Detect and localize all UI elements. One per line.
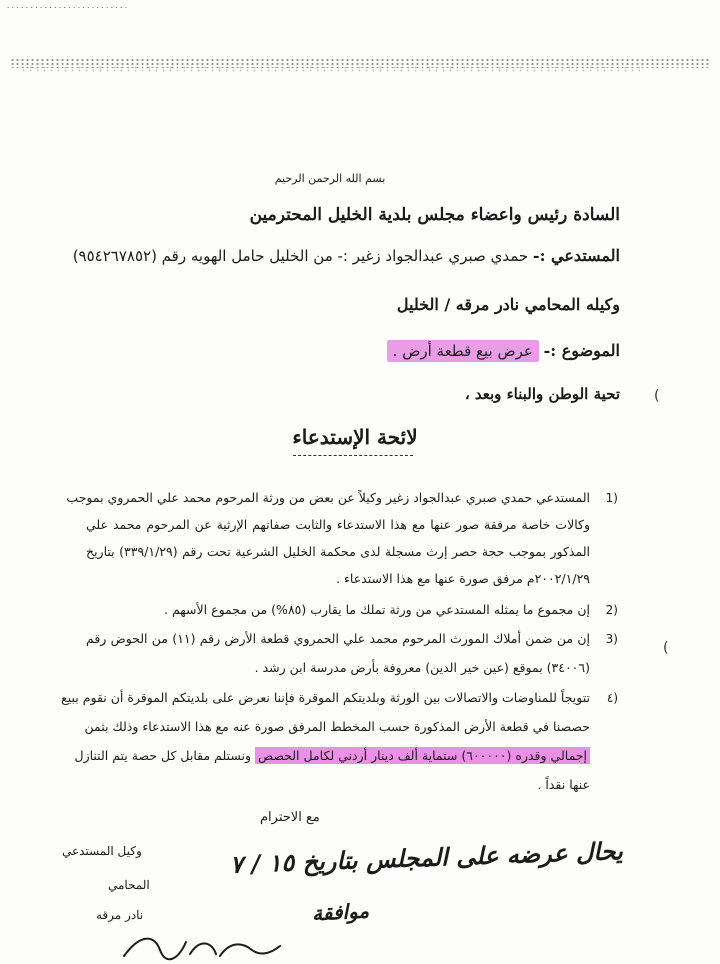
handwritten-note: يحال عرضه على المجلس بتاريخ ١٥ / ٧ xyxy=(229,836,624,879)
addressee: السادة رئيس واعضاء مجلس بلدية الخليل المحترمين xyxy=(249,205,620,225)
item-4-line-1: تتويجاً للمناوضات والاتصالات بين الورثة وبلديتكم الموقرة فإننا نعرض على بلديتكم الموقرة أن نقوم ببيع xyxy=(61,690,590,705)
highlighted-amount: إجمالي وقدره (٦٠٠٠٠٠) ستماية ألف دينار أردني لكامل الحصص xyxy=(255,747,590,764)
item-number: 3) xyxy=(605,632,618,646)
item-number: 1) xyxy=(605,491,618,505)
item-1-line-1: المستدعي حمدي صبري عبدالجواد زغير وكيلاً عن بعض من ورثة المرحوم محمد علي الحمروي بموجب xyxy=(66,490,590,505)
item-number: ٤) xyxy=(606,691,618,705)
item-4-line-2: حصصنا في قطعة الأرض المذكورة حسب المخطط المرفق صورة عنه مع هذا الاستدعاء وذلك بثمن xyxy=(84,719,590,734)
item-1-line-4: ٢٠٠٢/١/٢٩م مرفق صورة عنها مع هذا الاستدعاء . xyxy=(336,571,590,586)
scan-mark: .......................... xyxy=(6,2,129,10)
signature-role: وكيل المستدعي xyxy=(62,844,142,858)
applicant-details: حمدي صبري عبدالجواد زغير :- من الخليل حامل الهويه رقم (٩٥٤٢٦٧٨٥٢) xyxy=(72,247,529,265)
item-1-line-3: المذكور بموجب حجة حصر إرث مسجلة لدى محكمة الخليل الشرعية تحت رقم (٣٣٩/١/٢٩) بتاريخ xyxy=(86,544,590,559)
margin-mark: ( xyxy=(654,388,660,404)
scan-header xyxy=(0,0,720,80)
greeting: تحية الوطن والبناء وبعد ، xyxy=(464,385,620,403)
lawyer-line: وكيله المحامي نادر مرقه / الخليل xyxy=(396,295,620,314)
subject-line xyxy=(387,341,620,360)
closing: مع الاحترام xyxy=(260,810,320,825)
item-4-after-highlight: ونستلم مقابل كل حصة يتم التنازل xyxy=(74,748,252,763)
item-3-line-2: (٣٤٠٠٦) بموقع (عين خير الدين) معروفة بأرض مدرسة ابن رشد . xyxy=(254,660,590,675)
item-3-line-1: إن من ضمن أملاك المورث المرحوم محمد علي الحمروي قطعة الأرض رقم (١١) من الحوض رقم xyxy=(86,631,590,646)
subject-value: عرض بيع قطعة أرض . xyxy=(387,340,539,362)
item-4-line-3 xyxy=(74,748,590,763)
subject-label: الموضوع :- xyxy=(543,341,620,360)
signature-name: نادر مرقه xyxy=(96,908,144,922)
margin-mark: ( xyxy=(663,640,669,656)
applicant-label: المستدعي :- xyxy=(532,246,620,265)
handwritten-signature xyxy=(120,920,320,964)
title-underline xyxy=(293,455,413,456)
handwritten-approval: موافقة xyxy=(311,898,370,926)
item-4-last-line: عنها نقداً . xyxy=(537,777,590,792)
signature-title: المحامي xyxy=(108,878,150,892)
dotted-border-secondary xyxy=(20,66,640,72)
item-2-line-1: إن مجموع ما يمثله المستدعي من ورثة تملك ما يقارب (٨٥%) من مجموع الأسهم . xyxy=(164,602,590,617)
applicant-line xyxy=(73,246,620,265)
basmala: بسم الله الرحمن الرحيم xyxy=(274,172,386,185)
item-number: 2) xyxy=(605,603,618,617)
item-1-line-2: وكالات خاصة مرفقة صور عنها مع هذا الاستدعاء والثابت صفاتهم الإرثية عن المرحوم محمد علي xyxy=(86,517,590,532)
document-title: لائحة الإستدعاء xyxy=(292,425,418,449)
